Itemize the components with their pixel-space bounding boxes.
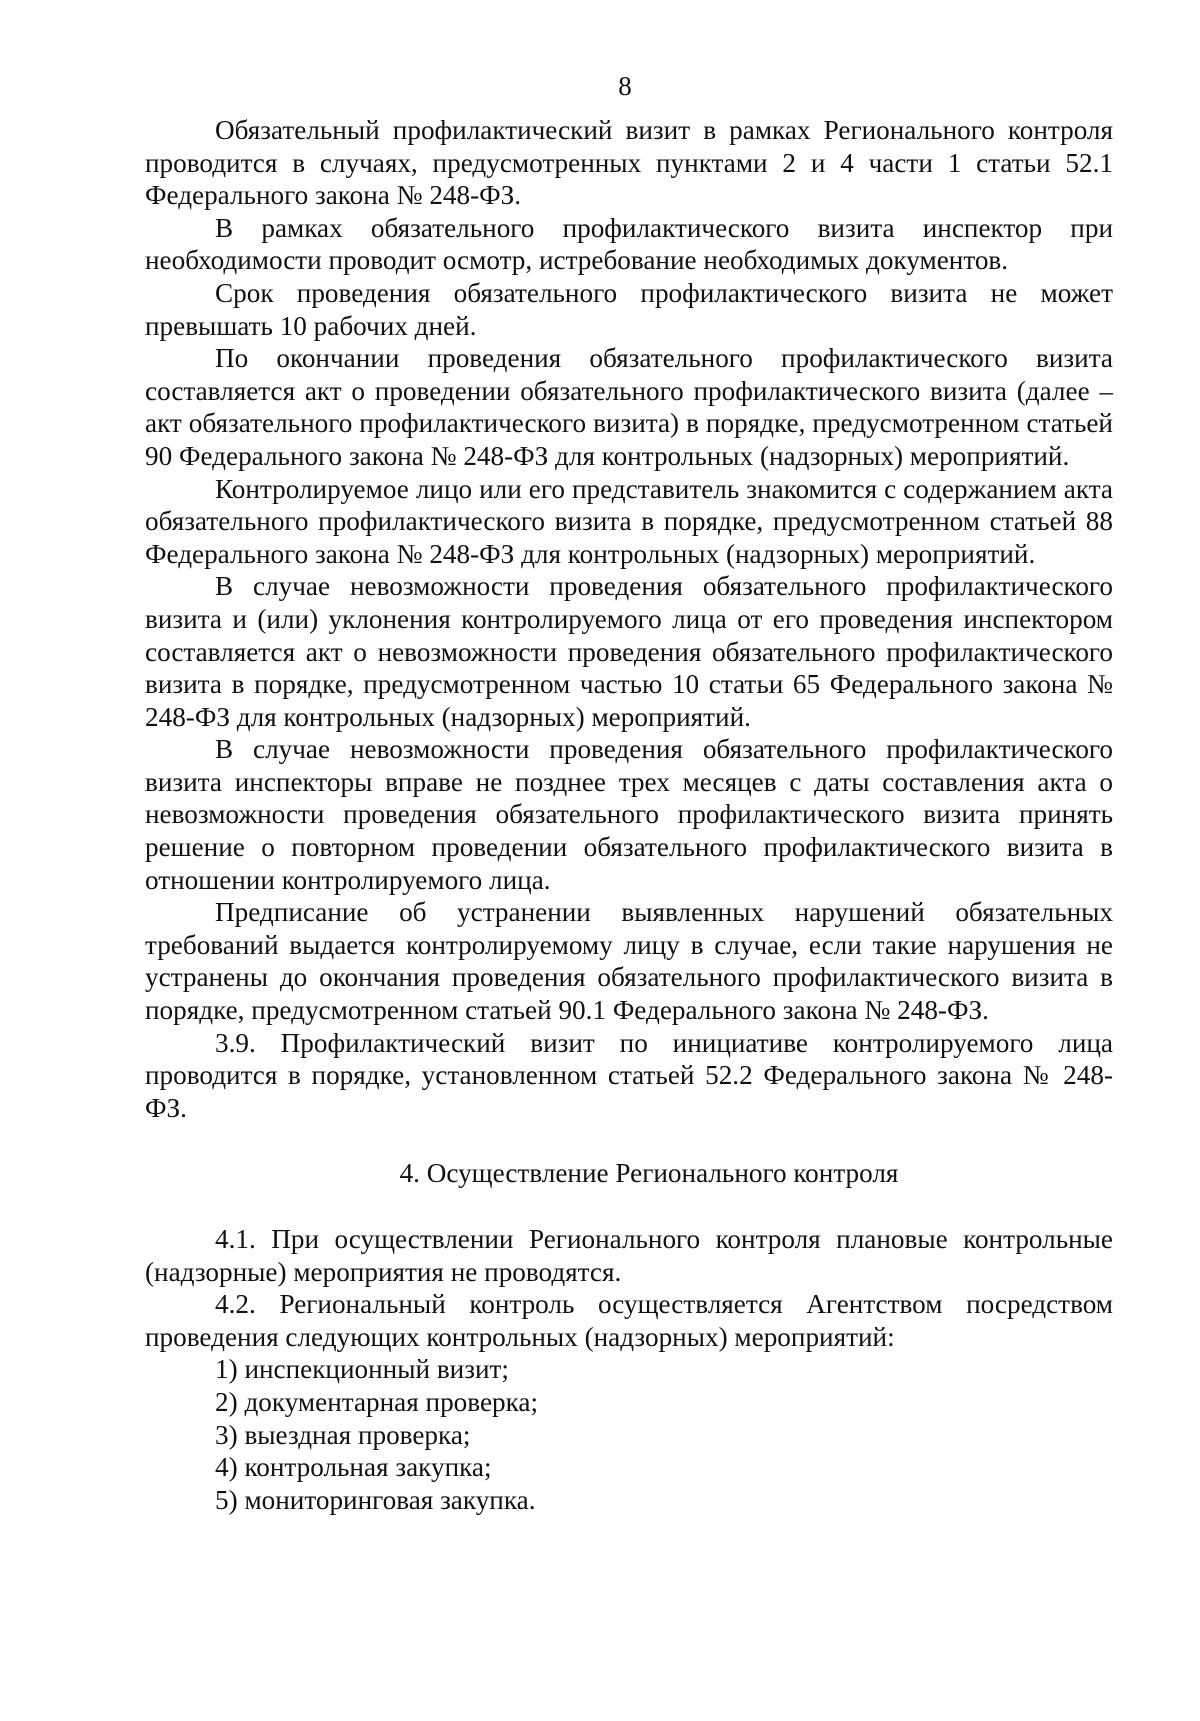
paragraph-visit-act: По окончании проведения обязательного профилактического визита составляется акт о проведении обязательного профилактического визита (далее – акт обязательного профилактического визита) в порядке, предусмотренном статьей 90 Федерального закона № 248-ФЗ для контрольных (надзорных) мероприятий. [145, 343, 1113, 471]
list-item: 5) мониторинговая закупка. [215, 1484, 536, 1515]
paragraph-inspector-actions: В рамках обязательного профилактического визита инспектор при необходимости проводит осмотр, истребование необходимых документов. [145, 212, 1113, 276]
paragraph-4-2: 4.2. Региональный контроль осуществляется Агентством посредством проведения следующих контрольных (надзорных) мероприятий: [145, 1289, 1113, 1352]
section-heading: 4. Осуществление Регионального контроля [399, 1158, 899, 1189]
list-item: 3) выездная проверка; [215, 1419, 471, 1450]
document-body [145, 114, 1113, 1516]
paragraph-repeat-visit: В случае невозможности проведения обязательного профилактического визита инспекторы вправе не позднее трех месяцев с даты составления акта о невозможности проведения обязательного профилактического визита принять решение о повторном проведении обязательного профилактического визита в отношении контролируемого лица. [145, 734, 1113, 895]
paragraph-3-9: 3.9. Профилактический визит по инициативе контролируемого лица проводится в порядке, установленном статьей 52.2 Федерального закона № 248-ФЗ. [145, 1027, 1113, 1123]
list-item: 4) контрольная закупка; [215, 1452, 492, 1483]
paragraph-visit-duration: Срок проведения обязательного профилактического визита не может превышать 10 рабочих дней. [145, 277, 1113, 341]
page-number: 8 [618, 71, 632, 101]
paragraph-violation-order: Предписание об устранении выявленных нарушений обязательных требований выдается контролируемому лицу в случае, если такие нарушения не устранены до окончания проведения обязательного профилактического визита в порядке, предусмотренном статьей 90.1 Федерального закона № 248-ФЗ. [145, 897, 1113, 1026]
paragraph-4-1: 4.1. При осуществлении Регионального контроля плановые контрольные (надзорные) мероприятия не проводятся. [145, 1224, 1113, 1287]
list-item: 2) документарная проверка; [215, 1386, 539, 1417]
list-item: 1) инспекционный визит; [215, 1354, 509, 1385]
paragraph-impossibility-act: В случае невозможности проведения обязательного профилактического визита и (или) уклонения контролируемого лица от его проведения инспектором составляется акт о невозможности проведения обязательного профилактического визита в порядке, предусмотренном частью 10 статьи 65 Федерального закона № 248-ФЗ для контрольных (надзорных) мероприятий. [145, 571, 1113, 732]
paragraph-mandatory-visit-cases: Обязательный профилактический визит в рамках Регионального контроля проводится в случаях, предусмотренных пунктами 2 и 4 части 1 статьи 52.1 Федерального закона № 248-ФЗ. [145, 115, 1113, 211]
paragraph-act-familiarization: Контролируемое лицо или его представитель знакомится с содержанием акта обязательного профилактического визита в порядке, предусмотренном статьей 88 Федерального закона № 248-ФЗ для контрольных (надзорных) мероприятий. [145, 473, 1113, 569]
